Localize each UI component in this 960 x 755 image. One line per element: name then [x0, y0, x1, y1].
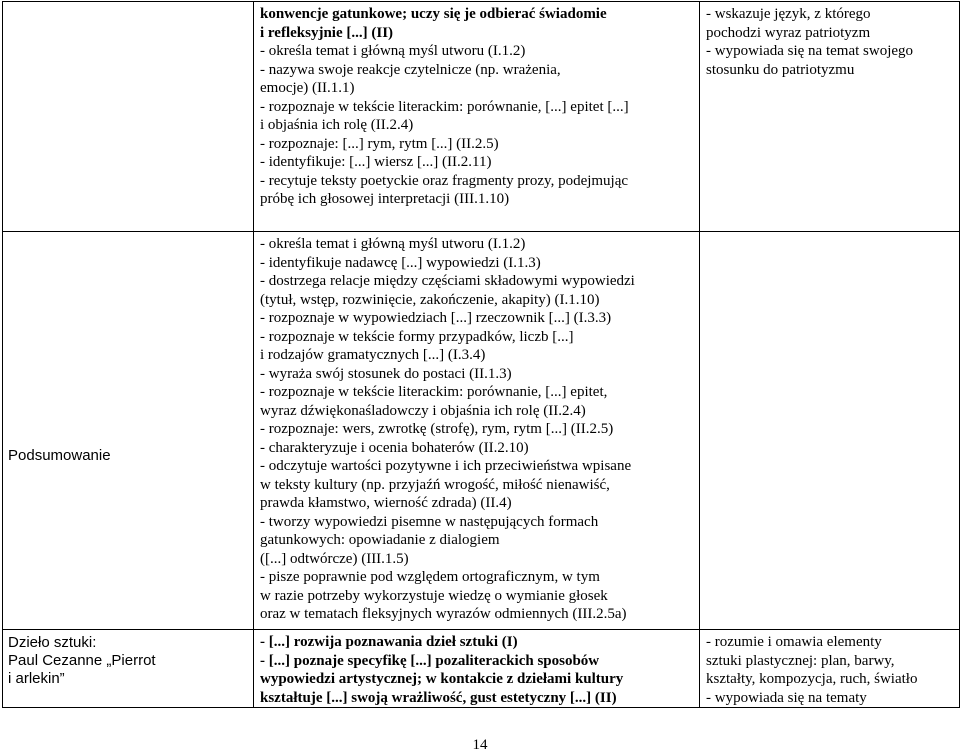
- row-label-line: Paul Cezanne „Pierrot: [8, 652, 156, 669]
- requirement-line: i rodzajów gramatycznych [...] (I.3.4): [260, 347, 486, 363]
- requirements-cell: [254, 232, 700, 630]
- requirement-line: - rozpoznaje w wypowiedziach [...] rzeczownik [...] (I.3.3): [260, 310, 612, 326]
- requirement-line: (tytuł, wstęp, rozwinięcie, zakończenie, akapity) (I.1.10): [260, 291, 600, 308]
- requirement-line: - charakteryzuje i ocenia bohaterów (II.2.10): [260, 439, 529, 456]
- requirement-line: - identyfikuje nadawcę [...] wypowiedzi (I.1.3): [260, 254, 541, 271]
- requirement-line: - określa temat i główną myśl utworu (I.1.2): [260, 43, 526, 59]
- requirement-line: - rozpoznaje: [...] rym, rytm [...] (II.2.5): [260, 135, 499, 152]
- requirement-line: - dostrzega relacje między częściami składowymi wypowiedzi: [260, 273, 635, 289]
- requirement-line: - pisze poprawnie pod względem ortograficznym, w tym: [260, 569, 600, 585]
- requirement-line: - rozpoznaje w tekście formy przypadków, liczb [...]: [260, 328, 574, 345]
- requirement-line: - recytuje teksty poetyckie oraz fragmenty prozy, podejmując: [260, 172, 629, 189]
- outcomes-cell: [700, 232, 960, 630]
- requirement-line: - [...] rozwija poznawania dzieł sztuki (I): [260, 634, 518, 650]
- requirement-line: i objaśnia ich rolę (II.2.4): [260, 117, 414, 133]
- requirement-line: prawda kłamstwo, wierność zdrada) (II.4): [260, 495, 512, 511]
- outcome-line: - wskazuje język, z którego: [706, 6, 871, 22]
- outcomes-cell: [700, 2, 960, 232]
- label-cell: [3, 232, 254, 630]
- requirement-line: w razie potrzeby wykorzystuje wiedzę o wymianie głosek: [260, 587, 608, 604]
- requirement-line: - określa temat i główną myśl utworu (I.1.2): [260, 236, 526, 252]
- label-cell: [3, 630, 254, 708]
- requirement-line: - odczytuje wartości pozytywne i ich przeciwieństwa wpisane: [260, 458, 632, 474]
- requirement-line: - [...] poznaje specyfikę [...] pozaliterackich sposobów: [260, 652, 600, 669]
- outcome-line: - wypowiada się na temat swojego: [706, 43, 914, 59]
- requirement-line: - tworzy wypowiedzi pisemne w następujących formach: [260, 513, 599, 530]
- requirement-line: - wyraża swój stosunek do postaci (II.1.3): [260, 365, 512, 382]
- table-row: [3, 630, 960, 708]
- requirement-line: próbę ich głosowej interpretacji (III.1.10): [260, 191, 510, 207]
- requirement-line: konwencje gatunkowe; uczy się je odbierać świadomie: [260, 6, 607, 22]
- requirements-cell: [254, 2, 700, 232]
- requirement-line: ([...] odtwórcze) (III.1.5): [260, 550, 409, 567]
- requirement-line: - rozpoznaje: wers, zwrotkę (strofę), rym, rytm [...] (II.2.5): [260, 421, 614, 437]
- requirement-line: - rozpoznaje w tekście literackim: porównanie, [...] epitet [...]: [260, 98, 629, 115]
- outcome-line: pochodzi wyraz patriotyzm: [706, 24, 871, 41]
- row-label-line: Dzieło sztuki:: [8, 634, 97, 651]
- outcomes-cell: [700, 630, 960, 708]
- label-cell: [3, 2, 254, 232]
- outcome-line: sztuki plastycznej: plan, barwy,: [706, 652, 895, 669]
- row-label-line: i arlekin”: [8, 670, 65, 687]
- requirement-line: - identyfikuje: [...] wiersz [...] (II.2.11): [260, 154, 492, 170]
- requirement-line: emocje) (II.1.1): [260, 80, 355, 96]
- requirement-line: oraz w tematach fleksyjnych wyrazów odmiennych (III.2.5a): [260, 606, 627, 622]
- row-label-line: Podsumowanie: [8, 447, 111, 464]
- outcome-line: kształty, kompozycja, ruch, światło: [706, 671, 918, 687]
- outcome-line: - wypowiada się na tematy: [706, 689, 867, 706]
- requirement-line: wyraz dźwiękonaśladowczy i objaśnia ich rolę (II.2.4): [260, 402, 586, 419]
- requirement-line: i refleksyjnie [...] (II): [260, 24, 394, 41]
- table-row: [3, 2, 960, 232]
- outcome-line: stosunku do patriotyzmu: [706, 61, 855, 78]
- curriculum-table: [2, 1, 960, 708]
- requirement-line: w teksty kultury (np. przyjaźń wrogość, miłość nienawiść,: [260, 476, 610, 493]
- table-row: [3, 232, 960, 630]
- outcome-line: - rozumie i omawia elementy: [706, 634, 882, 650]
- requirement-line: - rozpoznaje w tekście literackim: porównanie, [...] epitet,: [260, 384, 608, 400]
- requirement-line: kształtuje [...] swoją wrażliwość, gust estetyczny [...] (II): [260, 689, 617, 706]
- page-number: 14: [472, 737, 488, 753]
- requirement-line: gatunkowych: opowiadanie z dialogiem: [260, 532, 500, 548]
- requirement-line: - nazywa swoje reakcje czytelnicze (np. wrażenia,: [260, 61, 561, 78]
- requirement-line: wypowiedzi artystycznej; w kontakcie z dziełami kultury: [260, 671, 624, 687]
- requirements-cell: [254, 630, 700, 708]
